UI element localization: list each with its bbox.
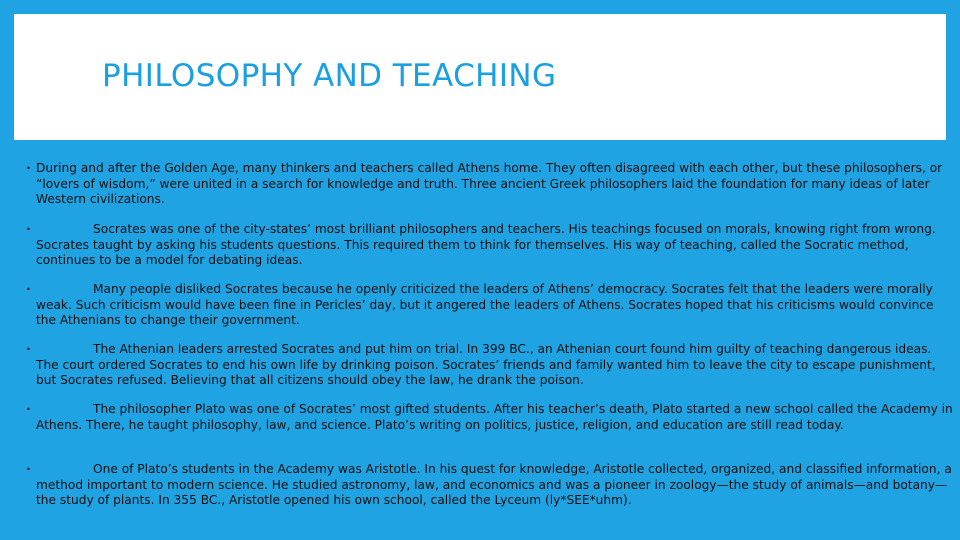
paragraph-text: Many people disliked Socrates because he openly criticized the leaders of Athens’ democracy. Socrates felt that the leaders were morally weak. Such criticism would have been fine in Pericles’ day, but it angered the leaders of Athens. Socrates hoped that his criticisms would convince the Athenians to change their government.: [36, 282, 934, 328]
paragraph-plato: [26, 402, 954, 433]
paragraph-criticism: [26, 282, 954, 329]
slide-title: PHILOSOPHY AND TEACHING: [102, 58, 557, 94]
paragraph-aristotle: [26, 462, 954, 509]
paragraph-text: The Athenian leaders arrested Socrates and put him on trial. In 399 BC., an Athenian court found him guilty of teaching dangerous ideas. The court ordered Socrates to end his own life by drinking poison. Socrates’ friends and family wanted him to leave the city to escape punishment, but Socrates refused. Believing that all citizens should obey the law, he drank the poison.: [36, 342, 936, 388]
paragraph-text: One of Plato’s students in the Academy was Aristotle. In his quest for knowledge, Aristotle collected, organized, and classified information, a method important to modern science. He studied astronomy, law, and economics and was a pioneer in zoology—the study of animals—and botany—the study of plants. In 355 BC., Aristotle opened his own school, called the Lyceum (ly*SEE*uhm).: [36, 462, 952, 508]
paragraph-trial: [26, 342, 954, 389]
bullet-icon: •: [26, 345, 31, 354]
bullet-icon: •: [26, 285, 31, 294]
paragraph-text: The philosopher Plato was one of Socrates’ most gifted students. After his teacher’s death, Plato started a new school called the Academy in Athens. There, he taught philosophy, law, and science. Plato’s writing on politics, justice, religion, and education are still read today.: [36, 402, 953, 432]
paragraph-socrates: [26, 222, 954, 269]
bullet-icon: •: [26, 405, 31, 414]
bullet-icon: •: [26, 465, 31, 474]
paragraph-text: Socrates was one of the city-states’ most brilliant philosophers and teachers. His teachings focused on morals, knowing right from wrong. Socrates taught by asking his students questions. This required them to think for themselves. His way of teaching, called the Socratic method, continues to be a model for debating ideas.: [36, 222, 936, 268]
bullet-icon: •: [26, 164, 31, 173]
bullet-icon: •: [26, 225, 31, 234]
paragraph-text: During and after the Golden Age, many thinkers and teachers called Athens home. They often disagreed with each other, but these philosophers, or “lovers of wisdom,” were united in a search for knowledge and truth. Three ancient Greek philosophers laid the foundation for many ideas of later Western civilizations.: [36, 161, 943, 207]
paragraph-golden-age: [26, 161, 954, 208]
